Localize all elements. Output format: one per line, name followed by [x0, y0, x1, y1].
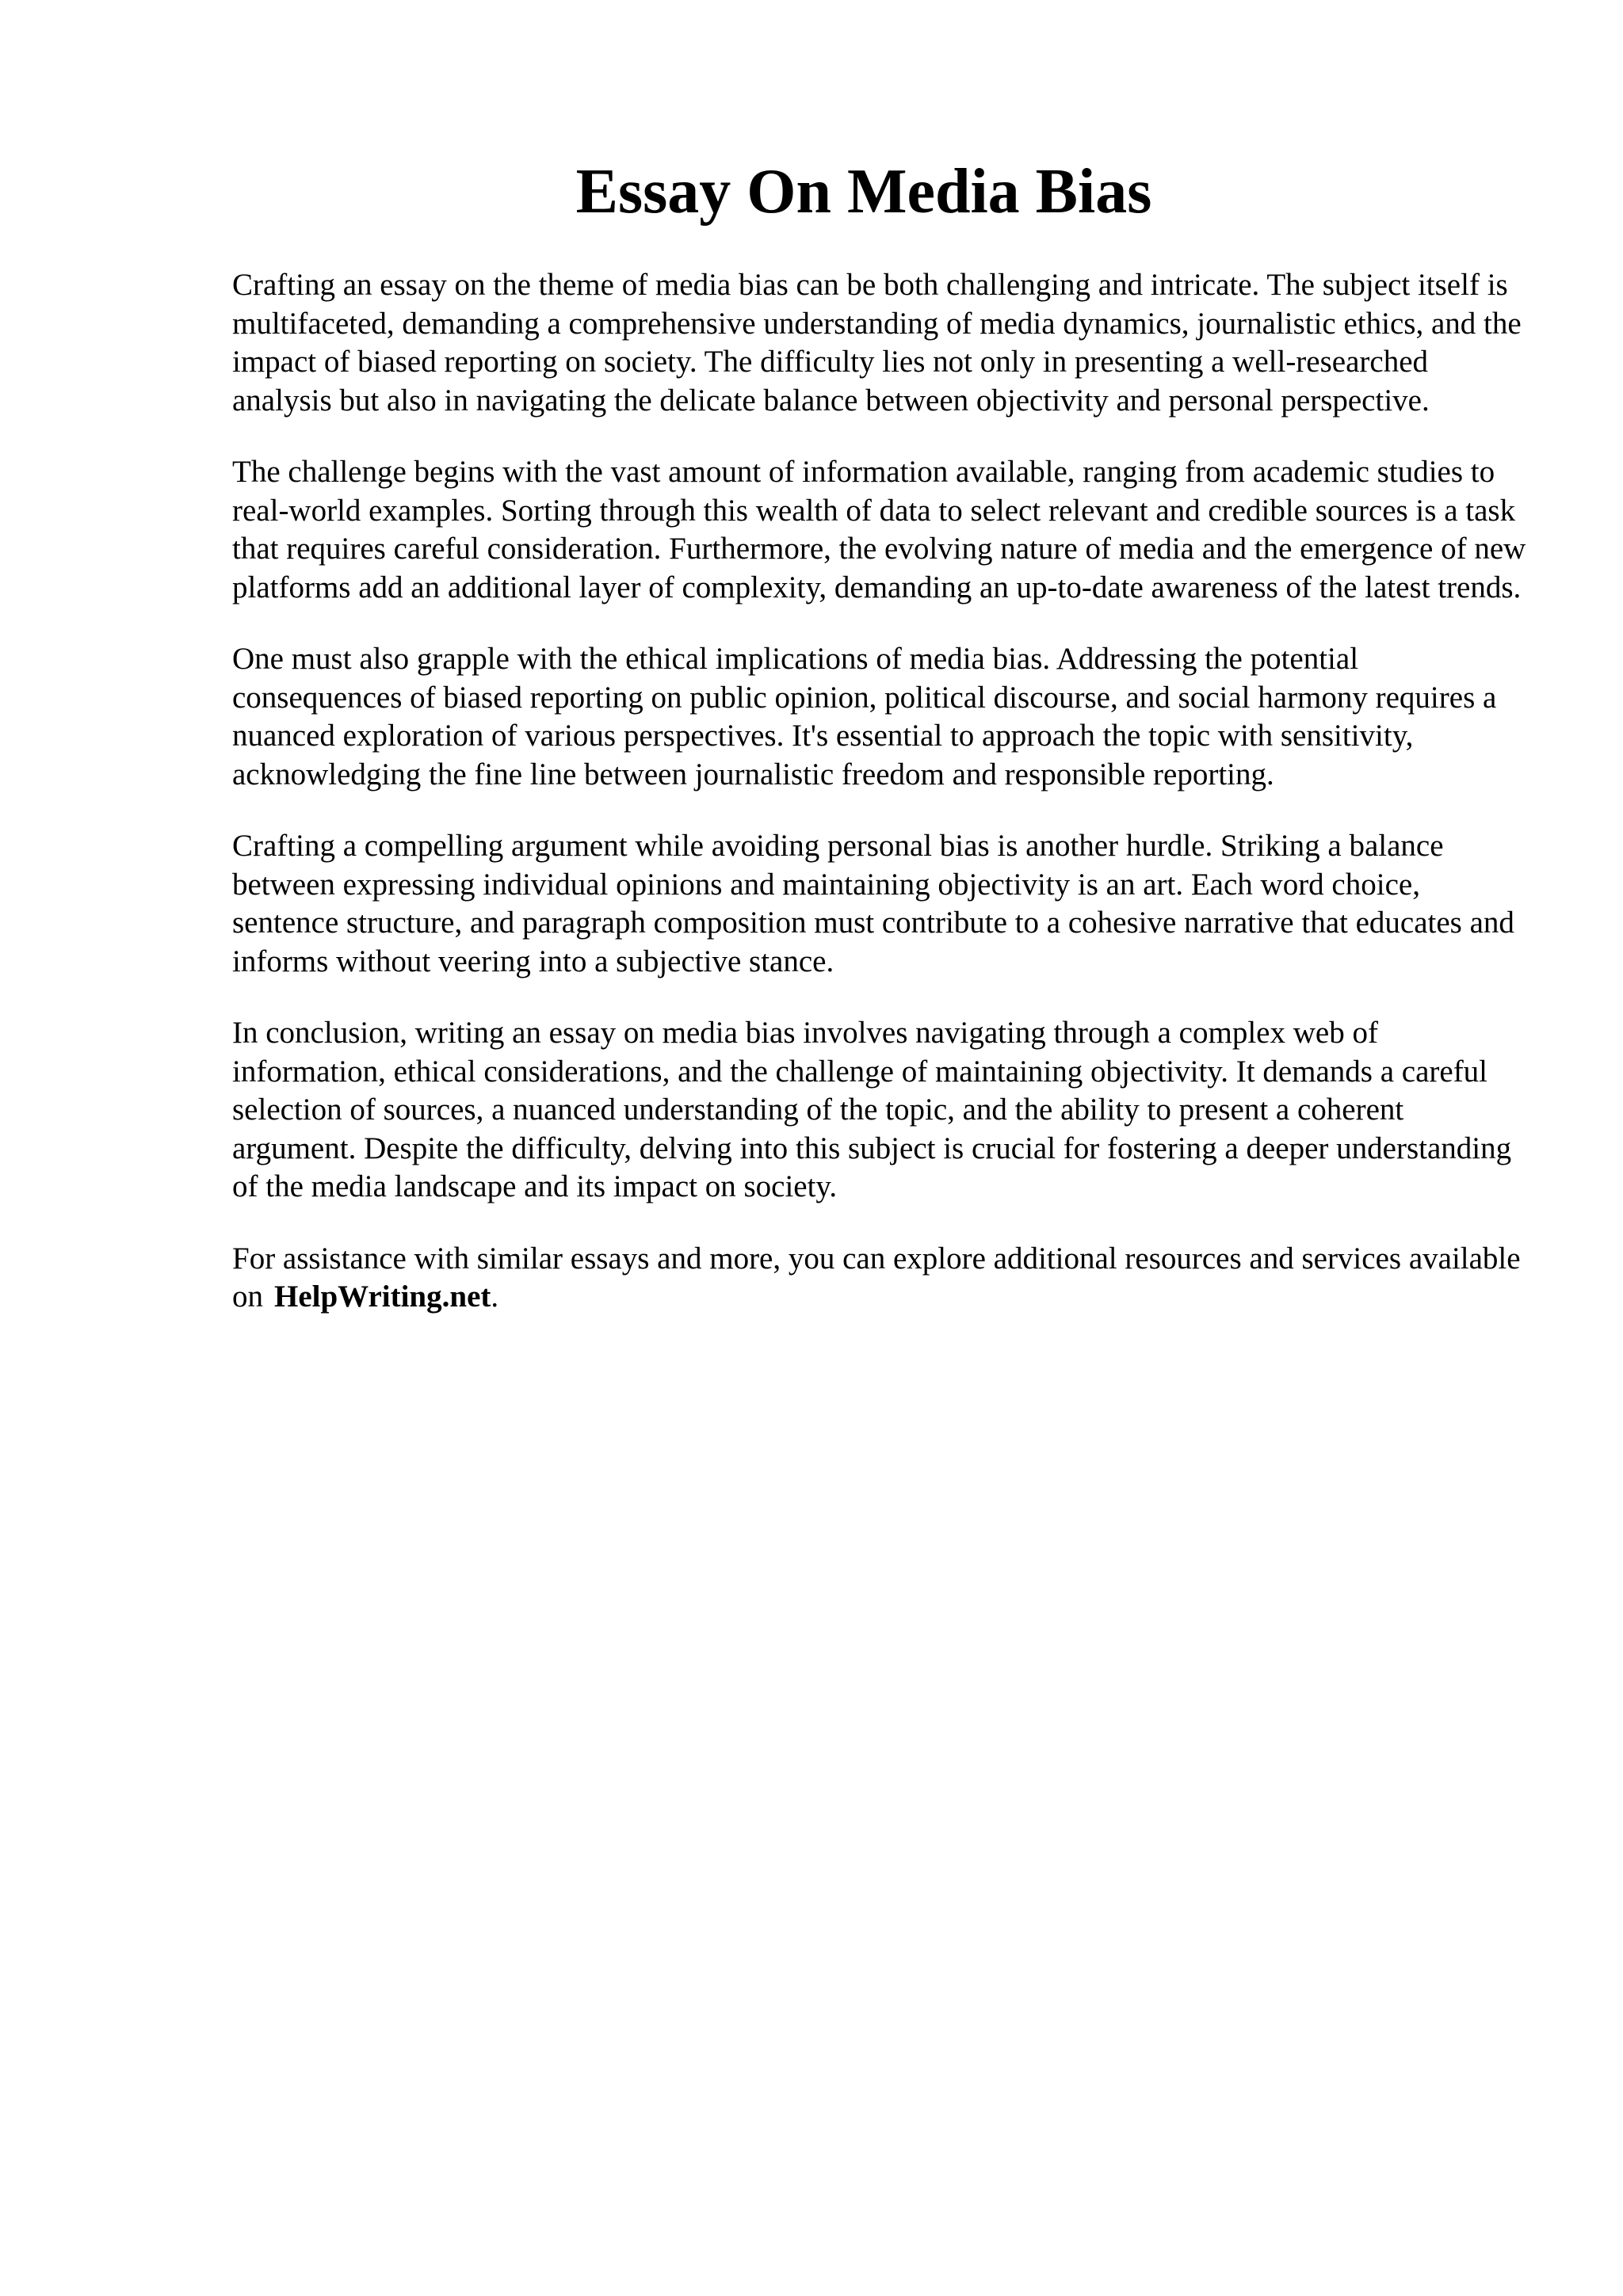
paragraph-4: Crafting a compelling argument while avoiding personal bias is another hurdle. Striking a balance between expressing individual opinions and maintaining objectivity is an art. Each word choice, sentence structure, and paragraph composition must contribute to a cohesive narrative that educates and informs without veering into a subjective stance. — [232, 829, 1514, 978]
paragraph-3: One must also grapple with the ethical implications of media bias. Addressing the potential consequences of biased reporting on public opinion, political discourse, and social harmony requires a nuanced exploration of various perspectives. It's essential to approach the topic with sensitivity, acknowledging the fine line between journalistic freedom and responsible reporting. — [232, 642, 1497, 791]
helpwriting-link[interactable]: HelpWriting.net — [274, 1280, 491, 1314]
paragraph-2: The challenge begins with the vast amount of information available, ranging from academic studies to real-world examples. Sorting through this wealth of data to select relevant and credible sources is a task that requires careful consideration. Furthermore, the evolving nature of media and the emergence of new platforms add an additional layer of complexity, demanding an up-to-date awareness of the latest trends. — [232, 455, 1526, 605]
document-body — [232, 266, 1532, 1350]
closing-period: . — [491, 1280, 499, 1314]
closing-text: For assistance with similar essays and more, you can explore additional resources and services available on — [232, 1241, 1521, 1314]
document-title: Essay On Media Bias — [575, 157, 1152, 227]
paragraph-5: In conclusion, writing an essay on media bias involves navigating through a complex web of information, ethical considerations, and the challenge of maintaining objectivity. It demands a careful selection of sources, a nuanced understanding of the topic, and the ability to present a coherent argument. Despite the difficulty, delving into this subject is crucial for fostering a deeper understanding of the media landscape and its impact on society. — [232, 1016, 1512, 1203]
closing-paragraph — [232, 1240, 1532, 1317]
paragraph-1: Crafting an essay on the theme of media bias can be both challenging and intricate. The subject itself is multifaceted, demanding a comprehensive understanding of media dynamics, journalistic ethics, and the impact of biased reporting on society. The difficulty lies not only in presenting a well-researched analysis but also in navigating the delicate balance between objectivity and personal perspective. — [232, 268, 1522, 418]
